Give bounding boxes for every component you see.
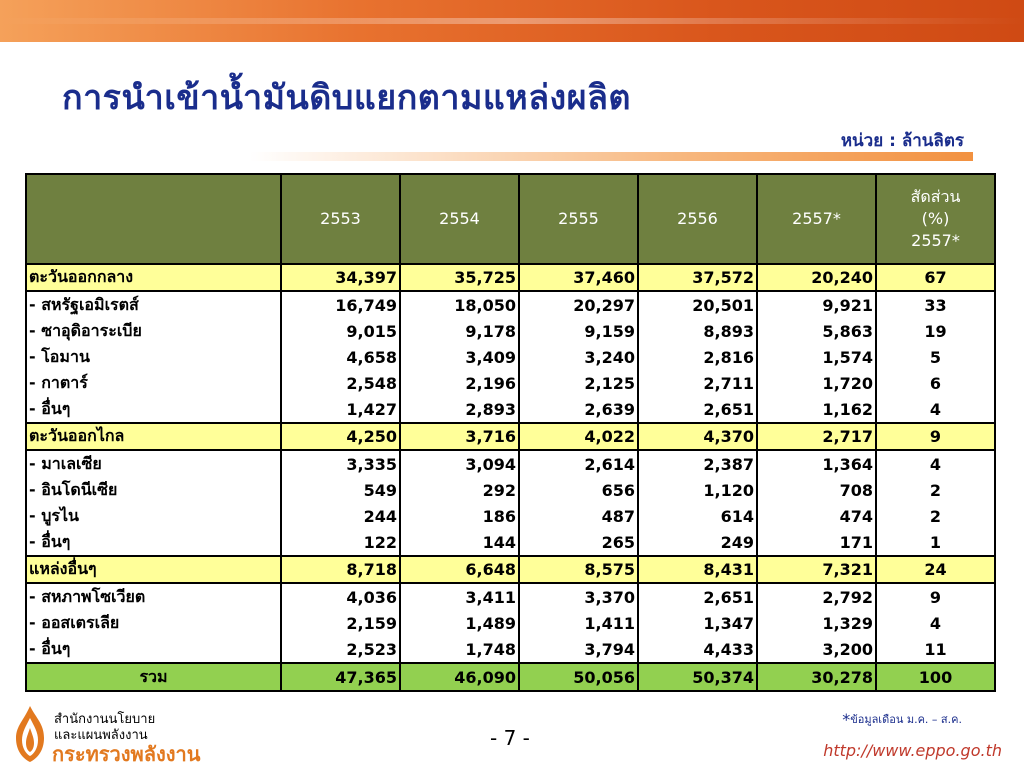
share-cell: 9 bbox=[876, 583, 995, 610]
region-row bbox=[26, 423, 995, 450]
value-cell: 9,921 bbox=[757, 291, 876, 318]
value-cell: 3,200 bbox=[757, 636, 876, 663]
row-label: - อื่นๆ bbox=[26, 529, 281, 556]
value-cell: 9,159 bbox=[519, 318, 638, 344]
value-cell: 2,125 bbox=[519, 370, 638, 396]
row-label: - สหภาพโซเวียต bbox=[26, 583, 281, 610]
page-title: การนำเข้าน้ำมันดิบแยกตามแหล่งผลิต bbox=[62, 78, 631, 118]
value-cell: 2,387 bbox=[638, 450, 757, 477]
row-label: - กาตาร์ bbox=[26, 370, 281, 396]
row-label: รวม bbox=[26, 663, 281, 691]
value-cell: 46,090 bbox=[400, 663, 519, 691]
table-row bbox=[26, 610, 995, 636]
value-cell: 2,651 bbox=[638, 583, 757, 610]
value-cell: 144 bbox=[400, 529, 519, 556]
value-cell: 3,409 bbox=[400, 344, 519, 370]
value-cell: 4,433 bbox=[638, 636, 757, 663]
value-cell: 4,370 bbox=[638, 423, 757, 450]
footnote-star: * bbox=[842, 710, 851, 729]
value-cell: 244 bbox=[281, 503, 400, 529]
row-label: แหล่งอื่นๆ bbox=[26, 556, 281, 583]
row-label: - สหรัฐเอมิเรตส์ bbox=[26, 291, 281, 318]
value-cell: 3,240 bbox=[519, 344, 638, 370]
page-number: - 7 - bbox=[490, 726, 530, 750]
ministry-name: กระทรวงพลังงาน bbox=[52, 742, 201, 766]
value-cell: 122 bbox=[281, 529, 400, 556]
row-label: - ออสเตรเลีย bbox=[26, 610, 281, 636]
value-cell: 186 bbox=[400, 503, 519, 529]
table-header-row bbox=[26, 174, 995, 264]
value-cell: 20,240 bbox=[757, 264, 876, 291]
value-cell: 6,648 bbox=[400, 556, 519, 583]
share-cell: 4 bbox=[876, 610, 995, 636]
share-cell: 100 bbox=[876, 663, 995, 691]
value-cell: 4,250 bbox=[281, 423, 400, 450]
org-name-line2: และแผนพลังงาน bbox=[54, 728, 148, 743]
share-cell: 5 bbox=[876, 344, 995, 370]
region-row bbox=[26, 264, 995, 291]
value-cell: 614 bbox=[638, 503, 757, 529]
value-cell: 549 bbox=[281, 477, 400, 503]
value-cell: 8,575 bbox=[519, 556, 638, 583]
value-cell: 37,460 bbox=[519, 264, 638, 291]
value-cell: 3,094 bbox=[400, 450, 519, 477]
share-cell: 2 bbox=[876, 503, 995, 529]
value-cell: 30,278 bbox=[757, 663, 876, 691]
table-row bbox=[26, 396, 995, 423]
value-cell: 16,749 bbox=[281, 291, 400, 318]
value-cell: 1,489 bbox=[400, 610, 519, 636]
table-row bbox=[26, 503, 995, 529]
value-cell: 8,718 bbox=[281, 556, 400, 583]
row-label: ตะวันออกไกล bbox=[26, 423, 281, 450]
value-cell: 50,374 bbox=[638, 663, 757, 691]
value-cell: 1,162 bbox=[757, 396, 876, 423]
value-cell: 171 bbox=[757, 529, 876, 556]
header-2553: 2553 bbox=[281, 174, 400, 264]
table-row bbox=[26, 370, 995, 396]
value-cell: 2,792 bbox=[757, 583, 876, 610]
header-2557: 2557* bbox=[757, 174, 876, 264]
value-cell: 265 bbox=[519, 529, 638, 556]
value-cell: 4,022 bbox=[519, 423, 638, 450]
share-cell: 11 bbox=[876, 636, 995, 663]
value-cell: 4,658 bbox=[281, 344, 400, 370]
header-share-line2: (%) bbox=[921, 209, 950, 228]
value-cell: 474 bbox=[757, 503, 876, 529]
value-cell: 2,816 bbox=[638, 344, 757, 370]
value-cell: 1,364 bbox=[757, 450, 876, 477]
value-cell: 249 bbox=[638, 529, 757, 556]
value-cell: 1,748 bbox=[400, 636, 519, 663]
value-cell: 1,427 bbox=[281, 396, 400, 423]
value-cell: 3,411 bbox=[400, 583, 519, 610]
row-label: - ซาอุดิอาระเบีย bbox=[26, 318, 281, 344]
table-row bbox=[26, 636, 995, 663]
value-cell: 708 bbox=[757, 477, 876, 503]
flame-logo-icon bbox=[10, 704, 50, 764]
value-cell: 20,297 bbox=[519, 291, 638, 318]
value-cell: 9,015 bbox=[281, 318, 400, 344]
share-cell: 1 bbox=[876, 529, 995, 556]
table-row bbox=[26, 318, 995, 344]
header-share-line3: 2557* bbox=[911, 231, 960, 250]
unit-label: หน่วย : ล้านลิตร bbox=[840, 131, 964, 151]
table-row bbox=[26, 583, 995, 610]
value-cell: 4,036 bbox=[281, 583, 400, 610]
value-cell: 292 bbox=[400, 477, 519, 503]
share-cell: 6 bbox=[876, 370, 995, 396]
header-empty bbox=[26, 174, 281, 264]
value-cell: 35,725 bbox=[400, 264, 519, 291]
row-label: - อินโดนีเซีย bbox=[26, 477, 281, 503]
value-cell: 3,716 bbox=[400, 423, 519, 450]
share-cell: 24 bbox=[876, 556, 995, 583]
region-row bbox=[26, 556, 995, 583]
value-cell: 8,431 bbox=[638, 556, 757, 583]
row-label: - บูรไน bbox=[26, 503, 281, 529]
value-cell: 2,548 bbox=[281, 370, 400, 396]
value-cell: 487 bbox=[519, 503, 638, 529]
table-row bbox=[26, 477, 995, 503]
table-row bbox=[26, 529, 995, 556]
share-cell: 2 bbox=[876, 477, 995, 503]
header-share-line1: สัดส่วน bbox=[910, 187, 961, 206]
footnote bbox=[842, 710, 962, 729]
footnote-text: ข้อมูลเดือน ม.ค. – ส.ค. bbox=[850, 713, 962, 726]
value-cell: 1,347 bbox=[638, 610, 757, 636]
value-cell: 37,572 bbox=[638, 264, 757, 291]
value-cell: 34,397 bbox=[281, 264, 400, 291]
value-cell: 1,120 bbox=[638, 477, 757, 503]
value-cell: 2,523 bbox=[281, 636, 400, 663]
header-2554: 2554 bbox=[400, 174, 519, 264]
row-label: ตะวันออกกลาง bbox=[26, 264, 281, 291]
value-cell: 2,893 bbox=[400, 396, 519, 423]
share-cell: 9 bbox=[876, 423, 995, 450]
value-cell: 2,159 bbox=[281, 610, 400, 636]
value-cell: 1,329 bbox=[757, 610, 876, 636]
value-cell: 2,651 bbox=[638, 396, 757, 423]
share-cell: 33 bbox=[876, 291, 995, 318]
header-2555: 2555 bbox=[519, 174, 638, 264]
value-cell: 2,711 bbox=[638, 370, 757, 396]
share-cell: 4 bbox=[876, 450, 995, 477]
value-cell: 1,411 bbox=[519, 610, 638, 636]
share-cell: 67 bbox=[876, 264, 995, 291]
value-cell: 18,050 bbox=[400, 291, 519, 318]
value-cell: 47,365 bbox=[281, 663, 400, 691]
share-cell: 19 bbox=[876, 318, 995, 344]
value-cell: 1,720 bbox=[757, 370, 876, 396]
top-banner bbox=[0, 0, 1024, 42]
value-cell: 9,178 bbox=[400, 318, 519, 344]
org-name-line1: สำนักงานนโยบาย bbox=[54, 712, 156, 727]
value-cell: 3,370 bbox=[519, 583, 638, 610]
header-share bbox=[876, 174, 995, 264]
value-cell: 2,717 bbox=[757, 423, 876, 450]
row-label: - โอมาน bbox=[26, 344, 281, 370]
row-label: - อื่นๆ bbox=[26, 396, 281, 423]
value-cell: 3,794 bbox=[519, 636, 638, 663]
value-cell: 1,574 bbox=[757, 344, 876, 370]
import-table bbox=[25, 173, 996, 692]
table-row bbox=[26, 450, 995, 477]
header-2556: 2556 bbox=[638, 174, 757, 264]
value-cell: 8,893 bbox=[638, 318, 757, 344]
value-cell: 656 bbox=[519, 477, 638, 503]
value-cell: 3,335 bbox=[281, 450, 400, 477]
value-cell: 2,614 bbox=[519, 450, 638, 477]
website-link[interactable]: http://www.eppo.go.th bbox=[823, 741, 1002, 760]
value-cell: 50,056 bbox=[519, 663, 638, 691]
row-label: - มาเลเซีย bbox=[26, 450, 281, 477]
row-label: - อื่นๆ bbox=[26, 636, 281, 663]
table-row bbox=[26, 344, 995, 370]
total-row bbox=[26, 663, 995, 691]
title-underline bbox=[250, 152, 973, 161]
value-cell: 7,321 bbox=[757, 556, 876, 583]
value-cell: 20,501 bbox=[638, 291, 757, 318]
share-cell: 4 bbox=[876, 396, 995, 423]
table-row bbox=[26, 291, 995, 318]
value-cell: 5,863 bbox=[757, 318, 876, 344]
value-cell: 2,196 bbox=[400, 370, 519, 396]
value-cell: 2,639 bbox=[519, 396, 638, 423]
